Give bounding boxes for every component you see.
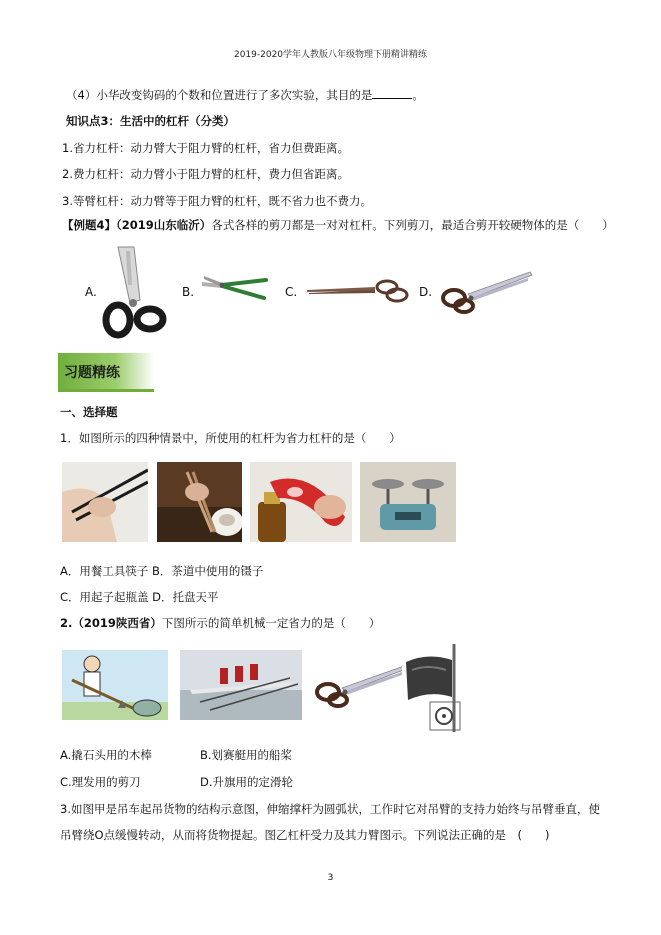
option-c-label: C. xyxy=(285,285,298,299)
knowledge-point-title: 知识点3：生活中的杠杆（分类） xyxy=(66,114,235,128)
answer-blank xyxy=(372,88,412,99)
question-2-stem: 下图所示的简单机械一定省力的是（ ） xyxy=(161,616,381,630)
crowbar-cartoon-image xyxy=(62,650,168,720)
section-title: 习题精练 xyxy=(64,365,120,381)
example-4-line xyxy=(62,217,614,233)
section-header xyxy=(58,353,154,389)
flag-pulley-image xyxy=(402,642,468,732)
question-2-option-a: A.撬石头用的木棒 xyxy=(60,748,152,762)
scissors-b-image xyxy=(200,270,268,304)
question-4-line xyxy=(66,87,424,103)
question-2-line xyxy=(60,615,380,631)
question-1-options-cd: C．用起子起瓶盖 D．托盘天平 xyxy=(60,590,219,604)
question-4-text: （4）小华改变钩码的个数和位置进行了多次实验，其目的是 xyxy=(66,88,373,102)
scissors-c-image xyxy=(305,278,410,304)
option-d-label: D. xyxy=(419,285,433,299)
kp-item-2: 2.费力杠杆：动力臂小于阻力臂的杠杆，费力但省距离。 xyxy=(62,167,349,181)
example-4-tag: 【例题4】（2019山东临沂） xyxy=(62,218,212,232)
question-2-option-c: C.理发用的剪刀 xyxy=(60,775,141,789)
question-3-line-2: 吊臂绕O点缓慢转动，从而将货物提起。图乙杠杆受力及其力臂图示。下列说法正确的是 ( ) xyxy=(60,828,550,842)
balance-scale-photo xyxy=(360,462,456,542)
tea-tongs-photo xyxy=(157,462,242,542)
kp-item-3: 3.等臂杠杆：动力臂等于阻力臂的杠杆，既不省力也不费力。 xyxy=(62,194,372,208)
question-2-option-d: D.升旗用的定滑轮 xyxy=(200,775,294,789)
question-2-tag: 2.（2019陕西省） xyxy=(60,616,162,630)
example-4-text: 各式各样的剪刀都是一对对杠杆。下列剪刀，最适合剪开较硬物体的是（ ） xyxy=(211,218,614,232)
scissors-a-image xyxy=(100,245,170,340)
hair-scissors-image xyxy=(312,662,408,710)
question-1-options-ab: A．用餐工具筷子 B．茶道中使用的镊子 xyxy=(60,564,264,578)
chopsticks-photo xyxy=(62,462,148,542)
option-a-label: A. xyxy=(85,285,97,299)
bottle-opener-photo xyxy=(250,462,352,542)
section-underline xyxy=(58,389,154,392)
option-b-label: B. xyxy=(182,285,195,299)
page-number: 3 xyxy=(327,873,334,883)
part-heading: 一、选择题 xyxy=(60,405,118,419)
question-3-line-1: 3.如图甲是吊车起吊货物的结构示意图，伸缩撑杆为圆弧状，工作时它对吊臂的支持力始终与吊臂垂直，使 xyxy=(60,802,600,816)
scissors-d-image xyxy=(438,268,533,316)
question-2-option-b: B.划赛艇用的船桨 xyxy=(200,748,293,762)
question-4-end: 。 xyxy=(412,88,424,102)
page-header: 2019-2020学年人教版八年级物理下册精讲精练 xyxy=(233,50,428,60)
kp-item-1: 1.省力杠杆：动力臂大于阻力臂的杠杆，省力但费距离。 xyxy=(62,141,349,155)
rowing-boat-image xyxy=(180,650,302,720)
question-1-stem: 1．如图所示的四种情景中，所使用的杠杆为省力杠杆的是（ ） xyxy=(60,431,401,445)
